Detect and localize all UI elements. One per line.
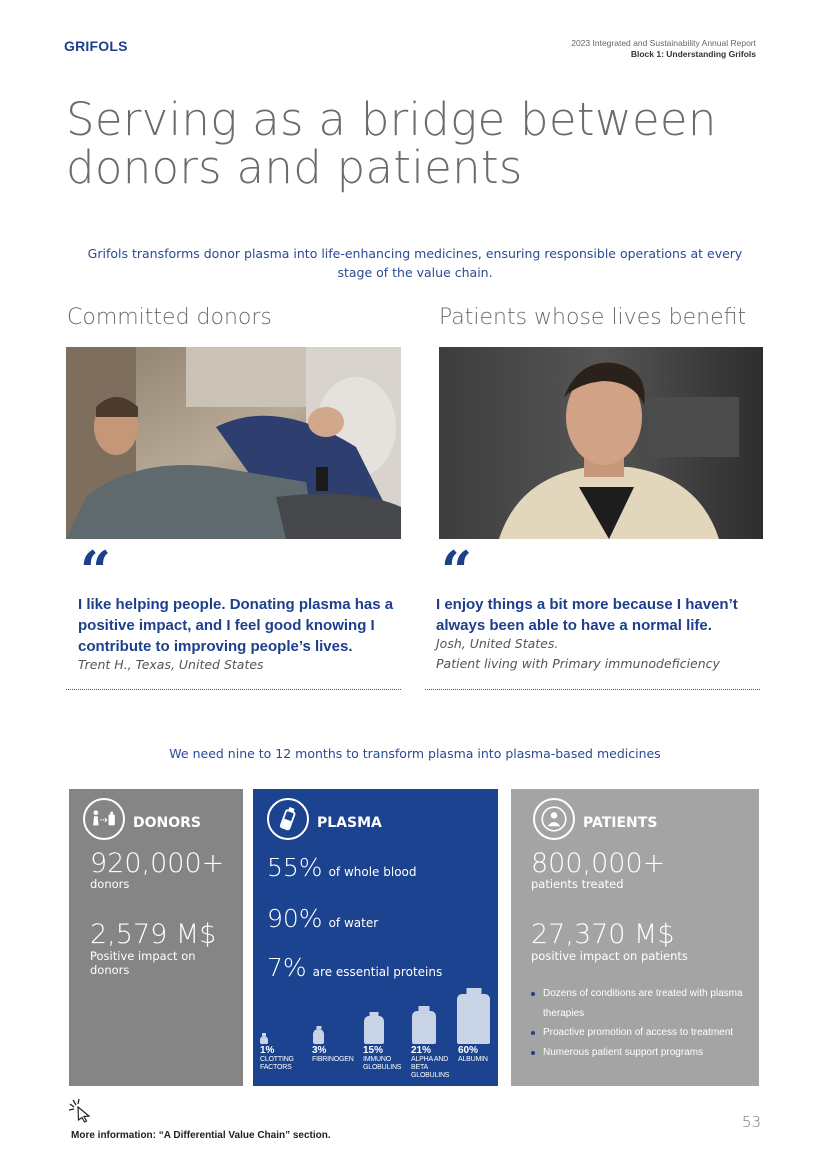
protein-pct: 60%: [458, 1045, 479, 1056]
protein-name: ALBUMIN: [458, 1056, 488, 1063]
donor-divider: [66, 689, 401, 690]
donor-transfusion-icon: [83, 798, 125, 840]
donor-quote: I like helping people. Donating plasma has a positive impact, and I feel good knowing I contribute to improving people’s lives.: [78, 596, 394, 655]
protein-label-immunoglobulins: [363, 1045, 409, 1072]
donors-panel: [69, 789, 243, 1086]
protein-name: ALPHA AND BETA GLOBULINS: [411, 1056, 450, 1079]
patients-count-label: patients treated: [531, 877, 624, 891]
plasma-water-pct: 90%: [267, 904, 323, 933]
plasma-water-label: of water: [328, 916, 379, 930]
protein-pct: 1%: [260, 1045, 275, 1056]
patient-photo: [439, 347, 763, 539]
plasma-proteins-label: are essential proteins: [312, 965, 443, 979]
plasma-heading: PLASMA: [317, 815, 382, 831]
patients-section-title: Patients whose lives benefit: [439, 305, 747, 330]
patients-bullet-list: [531, 984, 751, 1062]
protein-label-clotting: [260, 1045, 306, 1072]
donors-section-title: Committed donors: [67, 305, 272, 330]
donors-count-label: donors: [90, 877, 130, 891]
patient-person-icon: [533, 798, 575, 840]
plasma-proteins-pct: 7%: [267, 953, 307, 982]
donors-impact-label: Positive impact on donors: [90, 949, 196, 977]
plasma-line-blood: [267, 853, 417, 882]
patients-impact: 27,370 M$: [531, 919, 675, 950]
protein-label-fibrinogen: [312, 1045, 360, 1064]
donor-quote-author: Trent H., Texas, United States: [78, 657, 264, 672]
donor-photo: [66, 347, 401, 539]
donors-heading: DONORS: [133, 815, 202, 831]
plasma-blood-label: of whole blood: [328, 865, 417, 879]
protein-pct: 21%: [411, 1045, 432, 1056]
protein-name: IMMUNO GLOBULINS: [363, 1056, 402, 1071]
protein-name: CLOTTING FACTORS: [260, 1056, 294, 1071]
patient-divider: [425, 689, 760, 690]
patient-quote-mark-icon: “: [441, 539, 473, 603]
protein-bottle-fibrinogen: [313, 1029, 324, 1044]
plasma-bottle-icon: [267, 798, 309, 840]
protein-pct: 3%: [312, 1045, 327, 1056]
protein-bottle-clotting: [260, 1036, 268, 1044]
page-title: Serving as a bridge between donors and patients: [66, 93, 717, 194]
donors-impact: 2,579 M$: [90, 919, 217, 950]
protein-pct: 15%: [363, 1045, 384, 1056]
report-block: Block 1: Understanding Grifols: [630, 49, 756, 59]
patient-quote: I enjoy things a bit more because I haven’t always been able to have a normal life.: [436, 596, 738, 634]
grifols-logo: GRIFOLS: [64, 38, 128, 54]
more-info-link[interactable]: More information: “A Differential Value Chain” section.: [71, 1130, 331, 1141]
page-number: 53: [741, 1113, 761, 1131]
value-chain-note: We need nine to 12 months to transform plasma into plasma-based medicines: [169, 746, 661, 761]
patients-panel: [511, 789, 759, 1086]
click-pointer-icon[interactable]: [68, 1098, 94, 1124]
report-title: 2023 Integrated and Sustainability Annual Report: [571, 38, 756, 48]
protein-bottle-immunoglobulins: [364, 1016, 384, 1044]
plasma-panel: [253, 789, 498, 1086]
protein-bottle-albumin: [457, 994, 490, 1044]
protein-name: FIBRINOGEN: [312, 1056, 354, 1063]
list-item: Proactive promotion of access to treatment: [531, 1023, 751, 1043]
donor-quote-mark-icon: “: [80, 539, 112, 603]
patients-count: 800,000+: [531, 848, 666, 879]
plasma-blood-pct: 55%: [267, 853, 323, 882]
donors-count: 920,000+: [90, 848, 225, 879]
patient-quote-condition: Patient living with Primary immunodeficiency: [436, 656, 720, 671]
protein-bottle-globulins: [412, 1011, 436, 1044]
plasma-line-proteins: [267, 953, 442, 982]
patients-heading: PATIENTS: [583, 815, 658, 831]
list-item: Numerous patient support programs: [531, 1043, 751, 1063]
list-item: Dozens of conditions are treated with plasma therapies: [531, 984, 751, 1023]
intro-text: Grifols transforms donor plasma into life-enhancing medicines, ensuring responsible operations at every stage of the value chain.: [87, 246, 743, 280]
patient-quote-author: Josh, United States.: [436, 636, 559, 651]
plasma-line-water: [267, 904, 378, 933]
protein-label-albumin: [458, 1045, 498, 1064]
report-header: [571, 38, 756, 60]
protein-label-globulins: [411, 1045, 451, 1080]
patients-impact-label: positive impact on patients: [531, 949, 688, 963]
